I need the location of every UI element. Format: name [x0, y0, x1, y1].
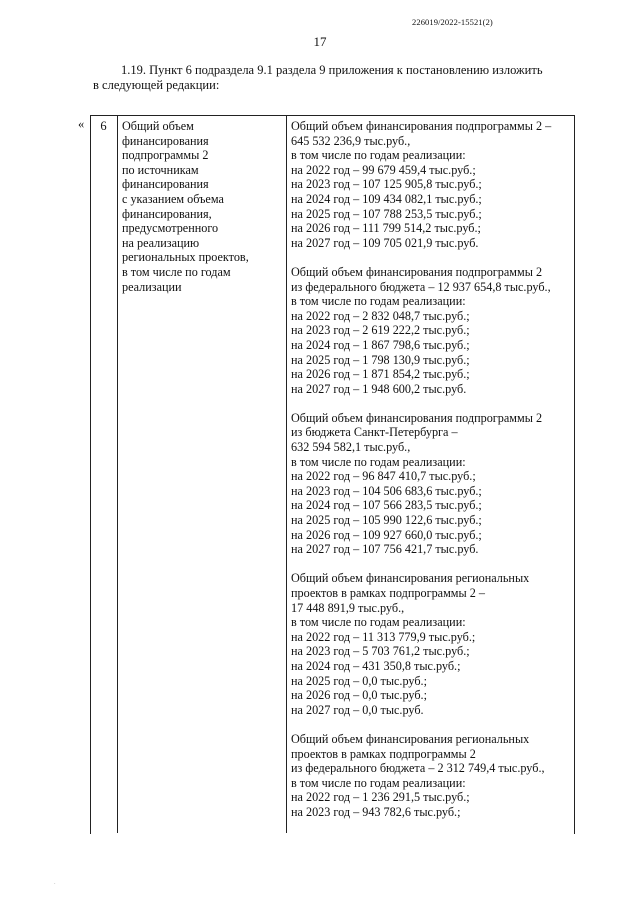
funding-line: в том числе по годам реализации: — [291, 775, 466, 790]
funding-block-city — [291, 411, 571, 557]
funding-line: Общий объем финансирования подпрограммы 2 – — [291, 119, 552, 133]
funding-line: на 2023 год – 107 125 905,8 тыс.руб.; — [291, 177, 482, 192]
funding-block-regional-projects — [291, 571, 571, 717]
funding-block-federal — [291, 265, 571, 396]
funding-line: на 2026 год – 0,0 тыс.руб.; — [291, 688, 427, 703]
intro-line-1: 1.19. Пункт 6 подраздела 9.1 раздела 9 приложения к постановлению изложить — [121, 63, 543, 77]
funding-line: из федерального бюджета – 12 937 654,8 тыс.руб., — [291, 279, 551, 294]
funding-line: на 2026 год – 111 799 514,2 тыс.руб.; — [291, 221, 481, 236]
funding-line: на 2026 год – 1 871 854,2 тыс.руб.; — [291, 367, 470, 382]
funding-line: на 2024 год – 1 867 798,6 тыс.руб.; — [291, 337, 470, 352]
funding-line: на 2023 год – 104 506 683,6 тыс.руб.; — [291, 483, 482, 498]
intro-paragraph — [93, 63, 593, 93]
label-line: финансирования — [122, 133, 209, 148]
funding-line: на 2023 год – 943 782,6 тыс.руб.; — [291, 804, 461, 819]
funding-line: на 2023 год – 2 619 222,2 тыс.руб.; — [291, 323, 470, 338]
funding-line: в том числе по годам реализации: — [291, 615, 466, 630]
funding-line: на 2022 год – 96 847 410,7 тыс.руб.; — [291, 469, 476, 484]
label-line: Общий объем — [122, 119, 194, 133]
funding-line: на 2022 год – 2 832 048,7 тыс.руб.; — [291, 308, 470, 323]
funding-line: на 2025 год – 107 788 253,5 тыс.руб.; — [291, 206, 482, 221]
funding-line: Общий объем финансирования региональных — [291, 571, 530, 586]
funding-line: на 2025 год – 1 798 130,9 тыс.руб.; — [291, 352, 470, 367]
label-line: финансирования — [122, 177, 209, 192]
table-column-divider-1 — [117, 115, 118, 833]
funding-line: из федерального бюджета – 2 312 749,4 тыс.руб., — [291, 761, 545, 776]
funding-line: проектов в рамках подпрограммы 2 — [291, 746, 476, 761]
funding-block-regional-federal — [291, 732, 571, 820]
funding-line: проектов в рамках подпрограммы 2 – — [291, 586, 485, 600]
funding-line: на 2025 год – 0,0 тыс.руб.; — [291, 673, 427, 688]
funding-line: Общий объем финансирования подпрограммы 2 — [291, 264, 543, 279]
row-number: 6 — [100, 119, 107, 133]
label-line: на реализацию — [122, 235, 200, 250]
funding-line: Общий объем финансирования региональных — [291, 731, 530, 746]
funding-line: на 2024 год – 431 350,8 тыс.руб.; — [291, 658, 461, 673]
funding-line: на 2027 год – 107 756 421,7 тыс.руб. — [291, 542, 479, 557]
label-line: финансирования, — [122, 206, 212, 221]
label-line: региональных проектов, — [122, 250, 249, 265]
funding-line: на 2022 год – 99 679 459,4 тыс.руб.; — [291, 162, 476, 177]
intro-line-2: в следующей редакции: — [93, 78, 220, 92]
funding-line: на 2027 год – 0,0 тыс.руб. — [291, 702, 424, 717]
scan-artifact-mark: · — [54, 882, 56, 887]
opening-quote: « — [78, 117, 85, 131]
funding-line: на 2022 год – 11 313 779,9 тыс.руб.; — [291, 629, 476, 644]
funding-line: в том числе по годам реализации: — [291, 454, 466, 469]
funding-line: на 2023 год – 5 703 761,2 тыс.руб.; — [291, 644, 470, 659]
label-line: в том числе по годам — [122, 264, 231, 279]
funding-line: на 2025 год – 105 990 122,6 тыс.руб.; — [291, 513, 482, 528]
label-line: предусмотренного — [122, 221, 219, 236]
funding-line: Общий объем финансирования подпрограммы 2 — [291, 410, 543, 425]
label-line: реализации — [122, 279, 182, 294]
funding-line: на 2022 год – 1 236 291,5 тыс.руб.; — [291, 790, 470, 805]
funding-line: в том числе по годам реализации: — [291, 294, 466, 309]
label-line: по источникам — [122, 162, 199, 177]
funding-line: на 2026 год – 109 927 660,0 тыс.руб.; — [291, 527, 482, 542]
funding-line: на 2024 год – 107 566 283,5 тыс.руб.; — [291, 498, 482, 513]
funding-line: на 2027 год – 109 705 021,9 тыс.руб. — [291, 235, 479, 250]
page-number: 17 — [313, 34, 327, 49]
label-line: с указанием объема — [122, 191, 224, 206]
funding-line: 645 532 236,9 тыс.руб., — [291, 133, 411, 148]
label-cell — [122, 119, 282, 294]
funding-line: в том числе по годам реализации: — [291, 148, 466, 163]
funding-line: 632 594 582,1 тыс.руб., — [291, 440, 411, 455]
label-line: подпрограммы 2 — [122, 148, 209, 163]
funding-line: на 2027 год – 1 948 600,2 тыс.руб. — [291, 381, 467, 396]
funding-line: 17 448 891,9 тыс.руб., — [291, 600, 405, 615]
funding-block-total — [291, 119, 571, 250]
funding-line: из бюджета Санкт-Петербурга – — [291, 425, 458, 440]
table-column-divider-2 — [286, 115, 287, 833]
funding-line: на 2024 год – 109 434 082,1 тыс.руб.; — [291, 191, 482, 206]
value-cell — [291, 119, 571, 834]
document-id: 226019/2022-15521(2) — [412, 17, 493, 27]
